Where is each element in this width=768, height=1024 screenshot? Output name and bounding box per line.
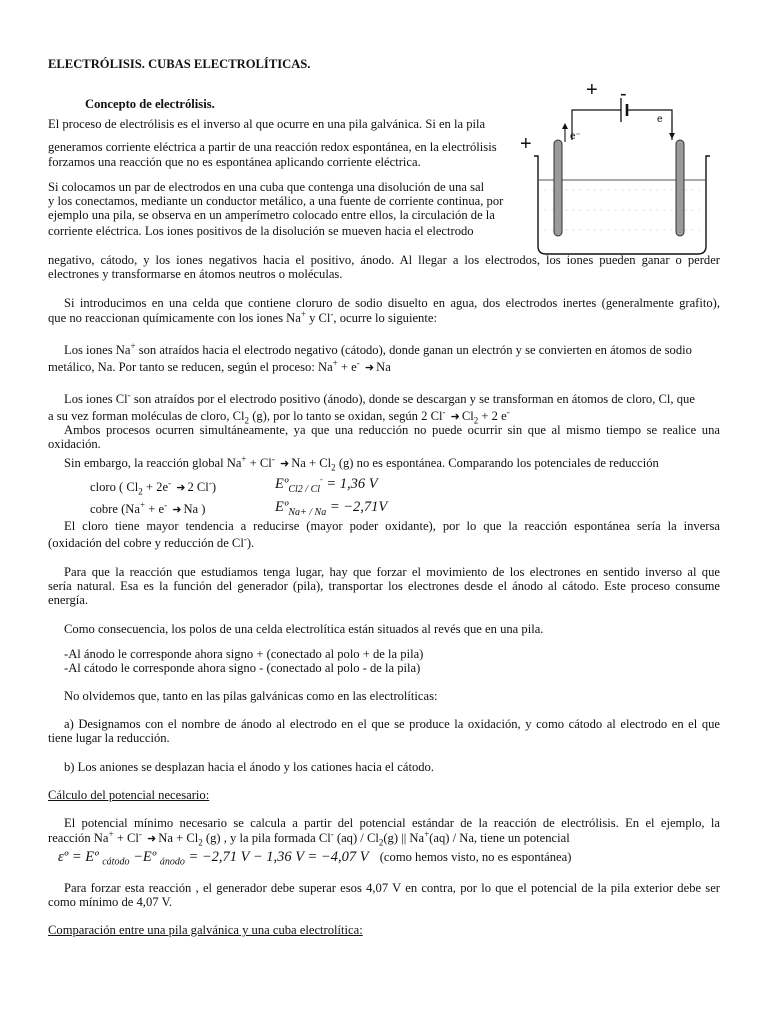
page-title: ELECTRÓLISIS. CUBAS ELECTROLÍTICAS. [48,57,311,71]
battery-minus-label: - [620,83,627,105]
anode-electrode [554,140,562,236]
text-line: El proceso de electrólisis es el inverso al que ocurre en una pila galvánica. Si en la pila [48,117,486,131]
reaction-arrow-icon: ➜ [450,411,460,423]
section-heading-comparison: Comparación entre una pila galvánica y una cuba electrolítica: [48,923,363,937]
text-line: corriente eléctrica. Los iones positivos de la disolución se mueven hacia el electrodo [48,224,474,238]
text-line: que no reaccionan químicamente con los iones Na+ y Cl-, ocurre lo siguiente: [48,308,437,325]
text-line: El cloro tiene mayor tendencia a reducirse (mayor poder oxidante), por lo que la reacción espontánea sería la inversa [64,519,720,533]
text-line: No olvidemos que, tanto en las pilas galvánicas como en las electrolíticas: [64,689,438,703]
text-line: El potencial mínimo necesario se calcula a partir del potencial estándar de la reacción de electrólisis. En el ejemplo, la [64,816,720,830]
electrolysis-cell-diagram [512,78,724,258]
reaction-arrow-icon: ➜ [279,458,290,470]
text-line: a su vez forman moléculas de cloro, $Cl_2$ (g), por lo tanto se oxidan, según 2 Cl- ➜ $Cl_2 + 2$ e- [48,406,510,426]
reaction-arrow-icon: ➜ [172,504,182,516]
text-line: generamos corriente eléctrica a partir de una reacción redox espontánea, en la electrólisis [48,140,497,154]
electron-label-left: e⁻ [570,131,581,142]
text-line: Sin embargo, la reacción global Na+ + Cl- ➜ $Na + Cl_2$ (g) no es espontánea. Comparando los potenciales de reducción [64,453,659,473]
text-line: Si introducimos en una celda que contiene cloruro de sodio disuelto en agua, dos electrodos inertes (generalmente grafito), [64,296,720,310]
text-line: Ambos procesos ocurren simultáneamente, ya que una reducción no puede ocurrir sin que al mismo tiempo se realice una [64,423,720,437]
equation-chlorine: cloro ( $Cl_2 + 2e^-$ ➜ 2 Cl-) [90,477,217,497]
text-line: tiene lugar la reducción. [48,731,170,745]
electron-arrow-down-icon [669,133,675,139]
right-wire [627,110,672,140]
text-line: (oxidación del cobre y reducción de Cl-). [48,533,255,550]
reaction-arrow-icon: ➜ [176,482,186,494]
text-line: -Al cátodo le corresponde ahora signo - (conectado al polo - de la pila) [64,661,421,675]
text-line: Si colocamos un par de electrodos en una cuba que contenga una disolución de una sal [48,180,485,194]
text-line: Los iones Cl- son atraídos por el electrodo positivo (ánodo), donde se descargan y se transforman en átomos de cloro, Cl, que [64,389,695,406]
reaction-arrow-icon: ➜ [147,833,157,845]
text-line: reacción Na+ + Cl- ➜ $Na + Cl_2$ (g) , y la pila formada Cl- $(aq) / Cl_2(g)$ || Na+(aq) / Na, tiene un potencial [48,828,570,848]
text-line: y los conectamos, mediante un conductor metálico, a una fuente de corriente continua, por [48,194,504,208]
text-line: Los iones Na+ son atraídos hacia el electrodo negativo (cátodo), donde ganan un electrón y se convierten en átomos de sodio [64,340,692,357]
potential-sodium: Eº$_{Na+ / Na}$ = −2,71V [275,499,388,518]
text-line: negativo, cátodo, y los iones negativos hacia el positivo, ánodo. Al llegar a los electrodos, los iones pueden ganar o perder [48,253,720,267]
text-line: metálico, Na. Por tanto se reducen, según el proceso: Na+ + e- ➜ Na [48,357,391,374]
battery-plus-label: + [586,79,598,101]
text-line: como mínimo de 4,07 V. [48,895,173,909]
text-line: electrones y transformarse en átomos neutros o moléculas. [48,267,343,281]
electron-arrow-up-icon [562,123,568,129]
text-line: Para forzar esta reacción , el generador debe superar esos 4,07 V en contra, por lo que el potencial de la pila exterior debe ser [64,881,720,895]
text-line: a) Designamos con el nombre de ánodo al electrodo en el que se produce la oxidación, y como cátodo al electrodo en el que [64,717,720,731]
text-line: forzamos una reacción que no es espontánea aplicando corriente eléctrica. [48,155,421,169]
equation-sodium: cobre (Na+ + e- ➜ Na ) [90,499,206,516]
text-line: -Al ánodo le corresponde ahora signo + (conectado al polo + de la pila) [64,647,424,661]
section-heading-concept: Concepto de electrólisis. [85,97,215,111]
cathode-electrode [676,140,684,236]
anode-plus-label: + [520,133,532,155]
text-line: oxidación. [48,437,101,451]
text-line: Como consecuencia, los polos de una celda electrolítica están situados al revés que en una pila. [64,622,544,636]
text-line: b) Los aniones se desplazan hacia el ánodo y los cationes hacia el cátodo. [64,760,434,774]
text-line: sería natural. Esa es la función del generador (pila), transportar los electrones desde el ánodo al cátodo. Este proceso consume [48,579,720,593]
section-heading-potential: Cálculo del potencial necesario: [48,788,210,802]
potential-chlorine: Eº$_{Cl2 / Cl}$- = 1,36 V [275,475,378,495]
text-line: Para que la reacción que estudiamos tenga lugar, hay que forzar el movimiento de los electrones en sentido inverso al que [64,565,720,579]
text-line: ejemplo una pila, se observa en un amperímetro colocado entre ellos, la circulación de la [48,208,495,222]
reaction-arrow-icon: ➜ [364,362,375,374]
electron-label-right: e [657,114,663,125]
equation-cell-potential: εº = Eº $_{cátodo}$ −Eº $_{ánodo}$ = −2,71 V − 1,36 V = −4,07 V (como hemos visto, no es espontánea) [58,849,572,868]
text-line: energía. [48,593,88,607]
